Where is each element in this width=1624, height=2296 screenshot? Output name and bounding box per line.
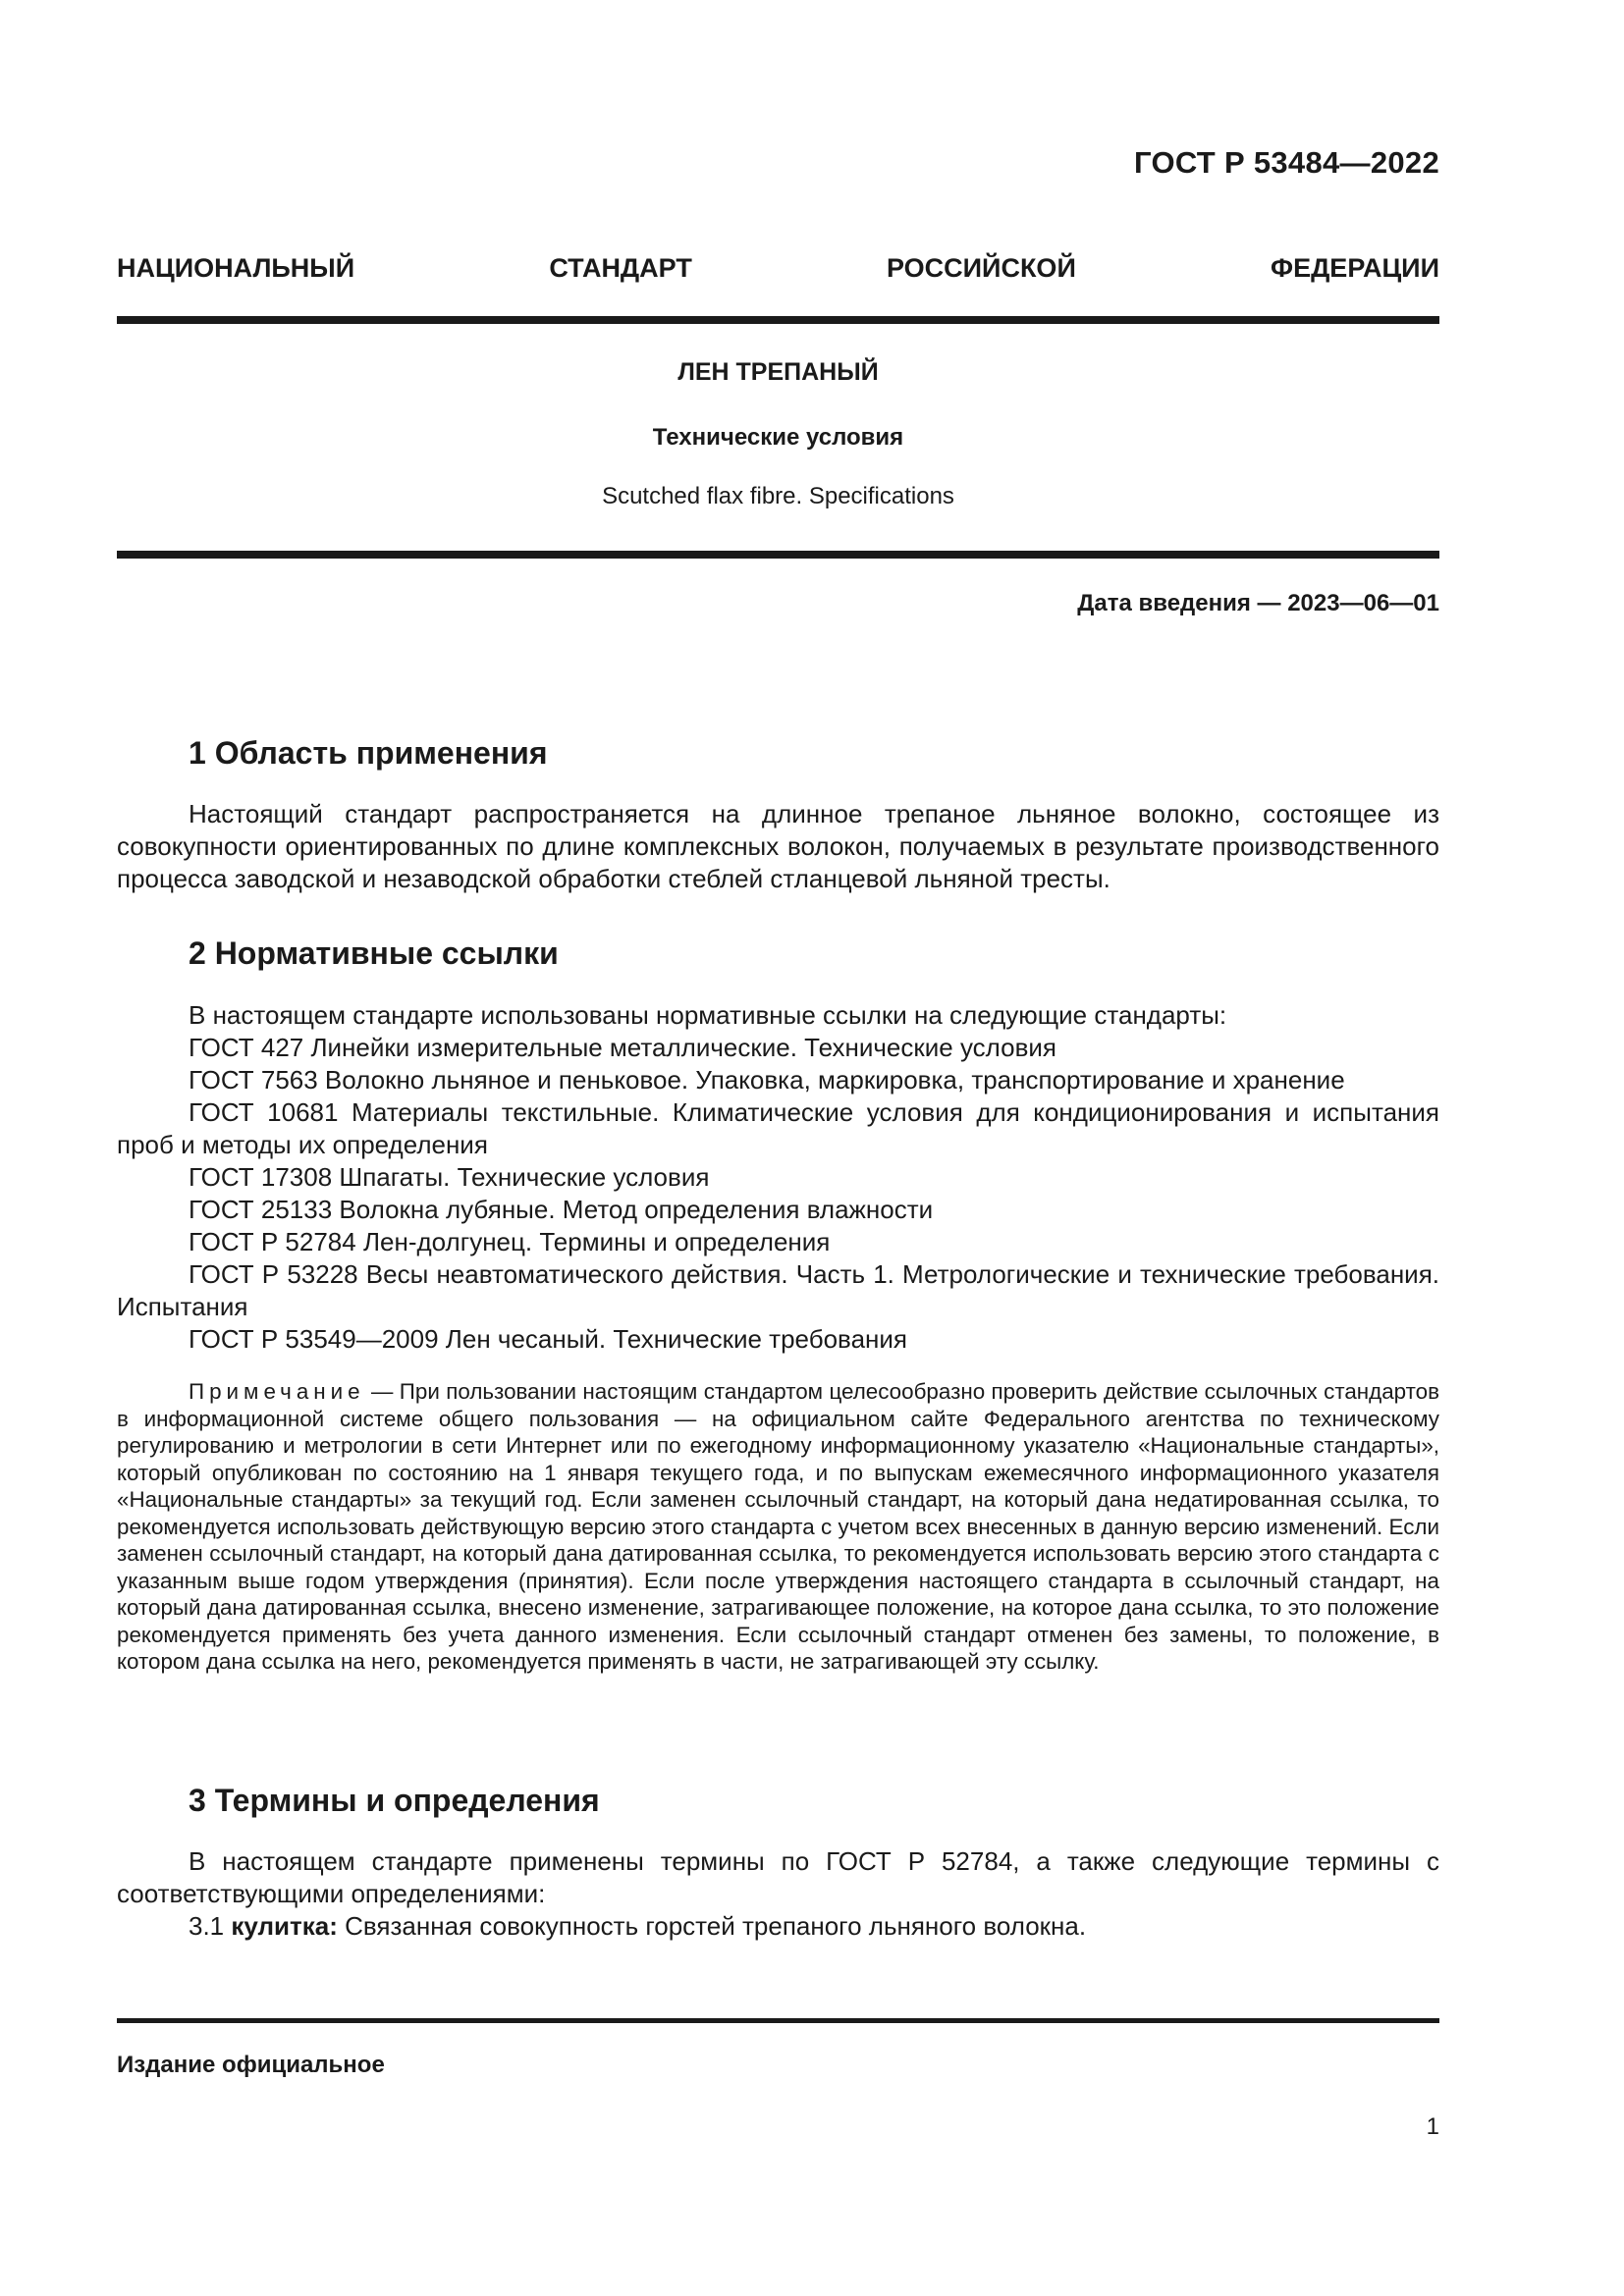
- references-note: [117, 1378, 1439, 1676]
- english-title: Scutched flax fibre. Specifications: [602, 483, 954, 509]
- top-rule: [117, 316, 1439, 324]
- terms-intro: В настоящем стандарте применены термины по ГОСТ Р 52784, а также следующие термины с соответствующими определениями:: [117, 1846, 1439, 1908]
- footer-rule: [117, 2018, 1439, 2023]
- document-subtitle: Технические условия: [652, 424, 904, 451]
- reference-item: ГОСТ Р 53228 Весы неавтоматического действия. Часть 1. Метрологические и технические требования. Испытания: [117, 1259, 1439, 1321]
- references-intro: В настоящем стандарте использованы нормативные ссылки на следующие стандарты:: [189, 1000, 1227, 1030]
- reference-item: ГОСТ 25133 Волокна лубяные. Метод определения влажности: [189, 1195, 934, 1224]
- section-2-heading: 2 Нормативные ссылки: [189, 935, 559, 971]
- reference-item: ГОСТ Р 52784 Лен-долгунец. Термины и определения: [189, 1227, 831, 1256]
- note-label: Примечание: [189, 1379, 365, 1404]
- document-title: ЛЕН ТРЕПАНЫЙ: [677, 358, 879, 386]
- section-3-body: [117, 1845, 1439, 1943]
- reference-item: ГОСТ 7563 Волокно льняное и пеньковое. Упаковка, маркировка, транспортирование и хранение: [189, 1065, 1345, 1095]
- introduction-date: Дата введения — 2023—06—01: [1077, 590, 1439, 616]
- term-number: 3.1: [189, 1911, 225, 1941]
- title-rule: [117, 551, 1439, 559]
- section-1-heading: 1 Область применения: [189, 735, 548, 771]
- term-text: Связанная совокупность горстей трепаного льняного волокна.: [345, 1911, 1087, 1941]
- term-word: кулитка:: [231, 1911, 338, 1941]
- reference-item: ГОСТ Р 53549—2009 Лен чесаный. Технические требования: [189, 1324, 907, 1354]
- section-1-body: [117, 798, 1439, 895]
- reference-item: ГОСТ 17308 Шпагаты. Технические условия: [189, 1162, 710, 1192]
- term-definition: [117, 1910, 1439, 1943]
- reference-item: ГОСТ 10681 Материалы текстильные. Климатические условия для кондиционирования и испытания проб и методы их определения: [117, 1097, 1439, 1159]
- reference-item: ГОСТ 427 Линейки измерительные металлические. Технические условия: [189, 1033, 1056, 1062]
- references-list: [117, 999, 1439, 1356]
- note-text: — При пользовании настоящим стандартом целесообразно проверить действие ссылочных стандартов в информационной системе общего пользования — на официальном сайте Федерального агентства по техническому регулированию и метрологии в сети Интернет или по ежегодному информационному указателю «Национальные стандарты», который опубликован по состоянию на 1 января текущего года, и по выпускам ежемесячного информационного указателя «Национальные стандарты» за текущий год. Если заменен ссылочный стандарт, на который дана недатированная ссылка, то рекомендуется использовать действующую версию этого стандарта с учетом всех внесенных в данную версию изменений. Если заменен ссылочный стандарт, на который дана датированная ссылка, то рекомендуется использовать версию этого стандарта с указанным выше годом утверждения (принятия). Если после утверждения настоящего стандарта в ссылочный стандарт, на который дана датированная ссылка, внесено изменение, затрагивающее положение, на которое дана ссылка, то это положение рекомендуется применять без учета данного изменения. Если ссылочный стандарт отменен без замены, то положение, в котором дана ссылка на него, рекомендуется применять в части, не затрагивающей эту ссылку.: [117, 1379, 1439, 1674]
- section-3-heading: 3 Термины и определения: [189, 1783, 600, 1818]
- scope-paragraph: Настоящий стандарт распространяется на длинное трепаное льняное волокно, состоящее из совокупности ориентированных по длине комплексных волокон, получаемых в результате производственного процесса заводской и незаводской обработки стеблей стланцевой льняной тресты.: [117, 799, 1439, 893]
- gost-code: ГОСТ Р 53484—2022: [1134, 145, 1439, 180]
- official-edition-label: Издание официальное: [117, 2052, 385, 2078]
- page-number: 1: [1426, 2113, 1439, 2140]
- national-standard-label: НАЦИОНАЛЬНЫЙ СТАНДАРТ РОССИЙСКОЙ ФЕДЕРАЦИИ: [117, 253, 1439, 283]
